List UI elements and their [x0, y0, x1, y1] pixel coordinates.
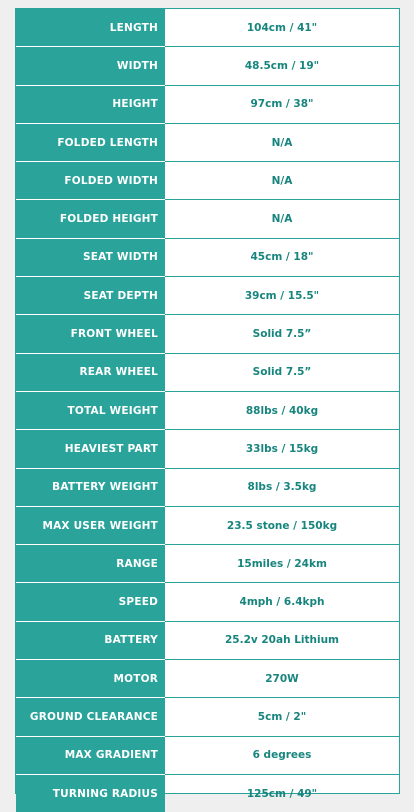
spec-row-total-weight	[16, 391, 399, 429]
spec-row-max-user-weight	[16, 506, 399, 544]
spec-label: TOTAL WEIGHT	[16, 391, 165, 429]
spec-label: FOLDED LENGTH	[16, 123, 165, 161]
spec-value: 270W	[165, 660, 400, 698]
spec-value: 6 degrees	[165, 736, 400, 774]
spec-table-container	[15, 8, 400, 800]
spec-value: 125cm / 49"	[165, 774, 400, 812]
spec-row-ground-clearance	[16, 698, 399, 736]
spec-label: LENGTH	[16, 9, 165, 47]
spec-row-folded-height	[16, 200, 399, 238]
spec-label: RANGE	[16, 545, 165, 583]
spec-value: N/A	[165, 123, 400, 161]
spec-value: 4mph / 6.4kph	[165, 583, 400, 621]
spec-label: REAR WHEEL	[16, 353, 165, 391]
spec-value: N/A	[165, 162, 400, 200]
spec-value: 25.2v 20ah Lithium	[165, 621, 400, 659]
spec-label: SPEED	[16, 583, 165, 621]
spec-row-seat-width	[16, 238, 399, 276]
spec-table	[16, 9, 399, 812]
spec-row-motor	[16, 660, 399, 698]
spec-row-width	[16, 47, 399, 85]
spec-value: 104cm / 41"	[165, 9, 400, 47]
spec-label: SEAT DEPTH	[16, 277, 165, 315]
spec-label: MAX GRADIENT	[16, 736, 165, 774]
spec-value: 5cm / 2"	[165, 698, 400, 736]
spec-label: BATTERY	[16, 621, 165, 659]
spec-row-range	[16, 545, 399, 583]
spec-label: MAX USER WEIGHT	[16, 506, 165, 544]
spec-value: 88lbs / 40kg	[165, 391, 400, 429]
spec-label: FOLDED HEIGHT	[16, 200, 165, 238]
spec-value: 39cm / 15.5"	[165, 277, 400, 315]
spec-label: FRONT WHEEL	[16, 315, 165, 353]
spec-row-max-gradient	[16, 736, 399, 774]
spec-value: 33lbs / 15kg	[165, 430, 400, 468]
spec-label: WIDTH	[16, 47, 165, 85]
spec-row-battery-weight	[16, 468, 399, 506]
spec-row-heaviest-part	[16, 430, 399, 468]
spec-row-height	[16, 85, 399, 123]
spec-row-rear-wheel	[16, 353, 399, 391]
spec-label: SEAT WIDTH	[16, 238, 165, 276]
spec-value: 23.5 stone / 150kg	[165, 506, 400, 544]
spec-value: Solid 7.5”	[165, 353, 400, 391]
spec-row-seat-depth	[16, 277, 399, 315]
spec-value: N/A	[165, 200, 400, 238]
spec-label: GROUND CLEARANCE	[16, 698, 165, 736]
spec-label: HEAVIEST PART	[16, 430, 165, 468]
spec-row-battery	[16, 621, 399, 659]
spec-label: BATTERY WEIGHT	[16, 468, 165, 506]
spec-value: 15miles / 24km	[165, 545, 400, 583]
spec-row-folded-length	[16, 123, 399, 161]
spec-value: Solid 7.5”	[165, 315, 400, 353]
spec-row-speed	[16, 583, 399, 621]
spec-row-length	[16, 9, 399, 47]
spec-row-folded-width	[16, 162, 399, 200]
spec-label: TURNING RADIUS	[16, 774, 165, 812]
spec-label: FOLDED WIDTH	[16, 162, 165, 200]
spec-value: 8lbs / 3.5kg	[165, 468, 400, 506]
spec-value: 48.5cm / 19"	[165, 47, 400, 85]
spec-row-front-wheel	[16, 315, 399, 353]
spec-label: MOTOR	[16, 660, 165, 698]
spec-value: 45cm / 18"	[165, 238, 400, 276]
spec-value: 97cm / 38"	[165, 85, 400, 123]
spec-label: HEIGHT	[16, 85, 165, 123]
spec-row-turning-radius	[16, 774, 399, 812]
